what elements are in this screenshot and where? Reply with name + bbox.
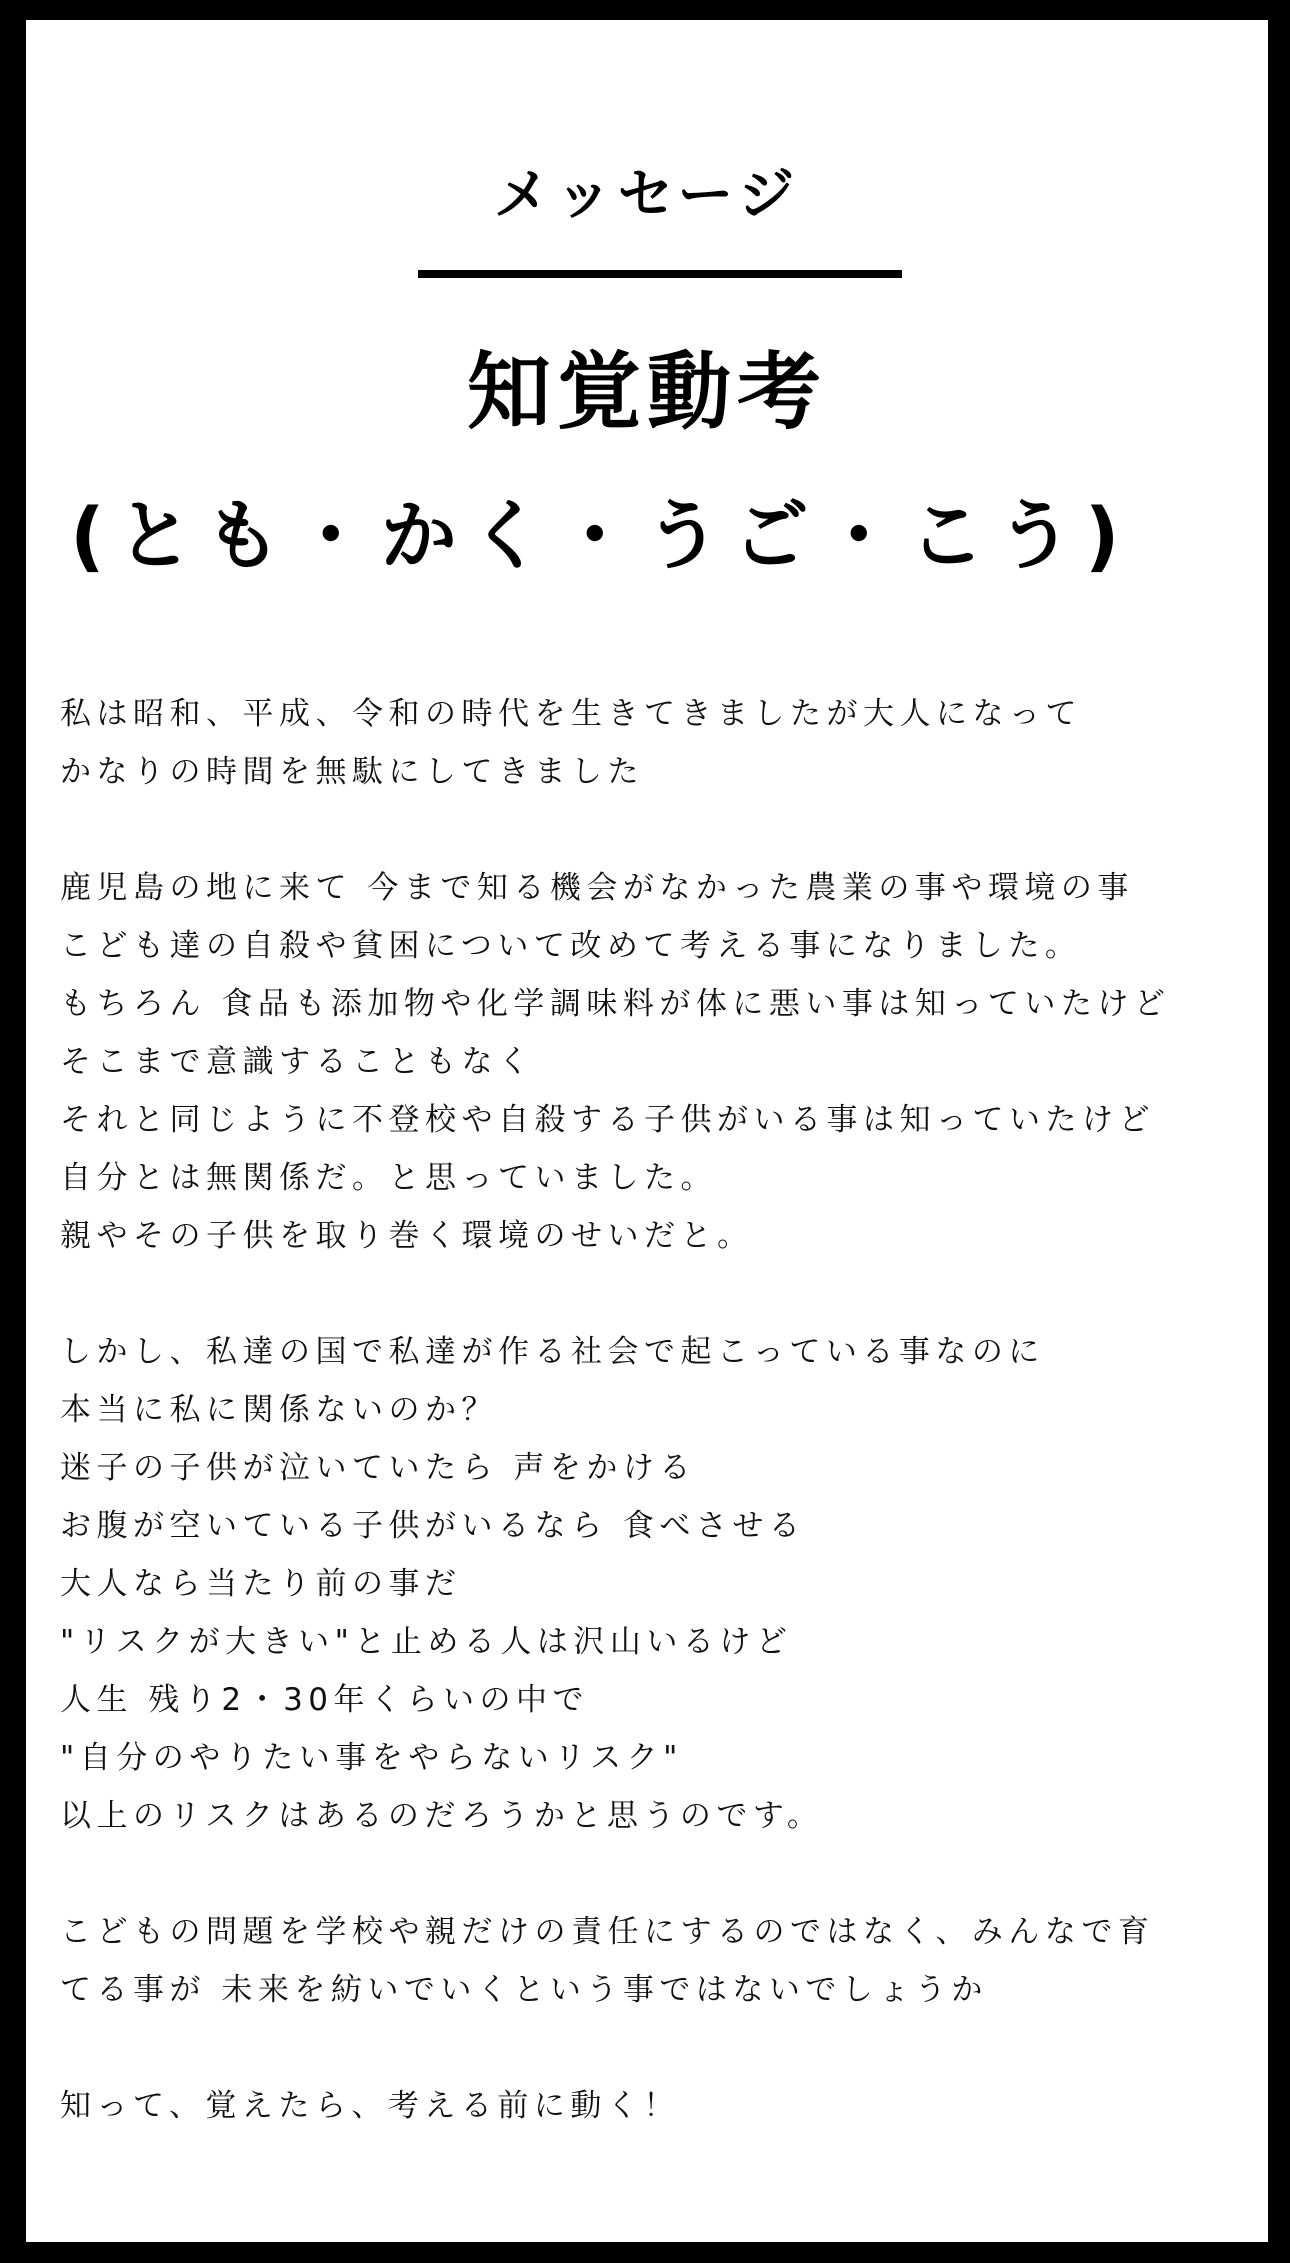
message-line: 本当に私に関係ないのか？: [60, 1392, 498, 1428]
message-line: てる事が 未来を紡いでいくという事ではないでしょうか: [60, 1972, 988, 2008]
message-line: 私は昭和、平成、令和の時代を生きてきましたが大人になって: [60, 696, 1082, 732]
heading-underline: [418, 270, 902, 278]
message-line: もちろん 食品も添加物や化学調味料が体に悪い事は知っていたけど: [60, 986, 1171, 1022]
message-line: 人生 残り2・30年くらいの中で: [60, 1682, 590, 1718]
message-line: "リスクが大きい"と止める人は沢山いるけど: [60, 1624, 793, 1660]
message-line: それと同じように不登校や自殺する子供がいる事は知っていたけど: [60, 1102, 1155, 1138]
message-line: 迷子の子供が泣いていたら 声をかける: [60, 1450, 696, 1486]
paragraph-gap: [60, 1265, 1260, 1323]
message-line: 知って、覚えたら、考える前に動く！: [60, 2088, 680, 2124]
page-title: 知覚動考: [466, 343, 827, 441]
message-line: こども達の自殺や貧困について改めて考える事になりました。: [60, 928, 1082, 964]
message-body: [60, 685, 1260, 2135]
message-line: 自分とは無関係だ。と思っていました。: [60, 1160, 717, 1196]
message-line: そこまで意識することもなく: [60, 1044, 535, 1080]
message-line: 以上のリスクはあるのだろうかと思うのです。: [60, 1798, 824, 1834]
section-heading: メッセージ: [493, 163, 801, 228]
message-line: お腹が空いている子供がいるなら 食べさせる: [60, 1508, 806, 1544]
message-line: こどもの問題を学校や親だけの責任にするのではなく、みんなで育: [60, 1914, 1155, 1950]
message-line: 親やその子供を取り巻く環境のせいだと。: [60, 1218, 754, 1254]
message-line: かなりの時間を無駄にしてきました: [60, 754, 644, 790]
message-line: "自分のやりたい事をやらないリスク": [60, 1740, 683, 1776]
message-line: 大人なら当たり前の事だ: [60, 1566, 462, 1602]
paragraph-gap: [60, 2019, 1260, 2077]
message-line: しかし、私達の国で私達が作る社会で起こっている事なのに: [60, 1334, 1045, 1370]
title-reading: (とも・かく・うご・こう): [70, 491, 1132, 580]
paragraph-gap: [60, 1845, 1260, 1903]
message-card: [26, 20, 1268, 2242]
message-line: 鹿児島の地に来て 今まで知る機会がなかった農業の事や環境の事: [60, 870, 1134, 906]
paragraph-gap: [60, 801, 1260, 859]
